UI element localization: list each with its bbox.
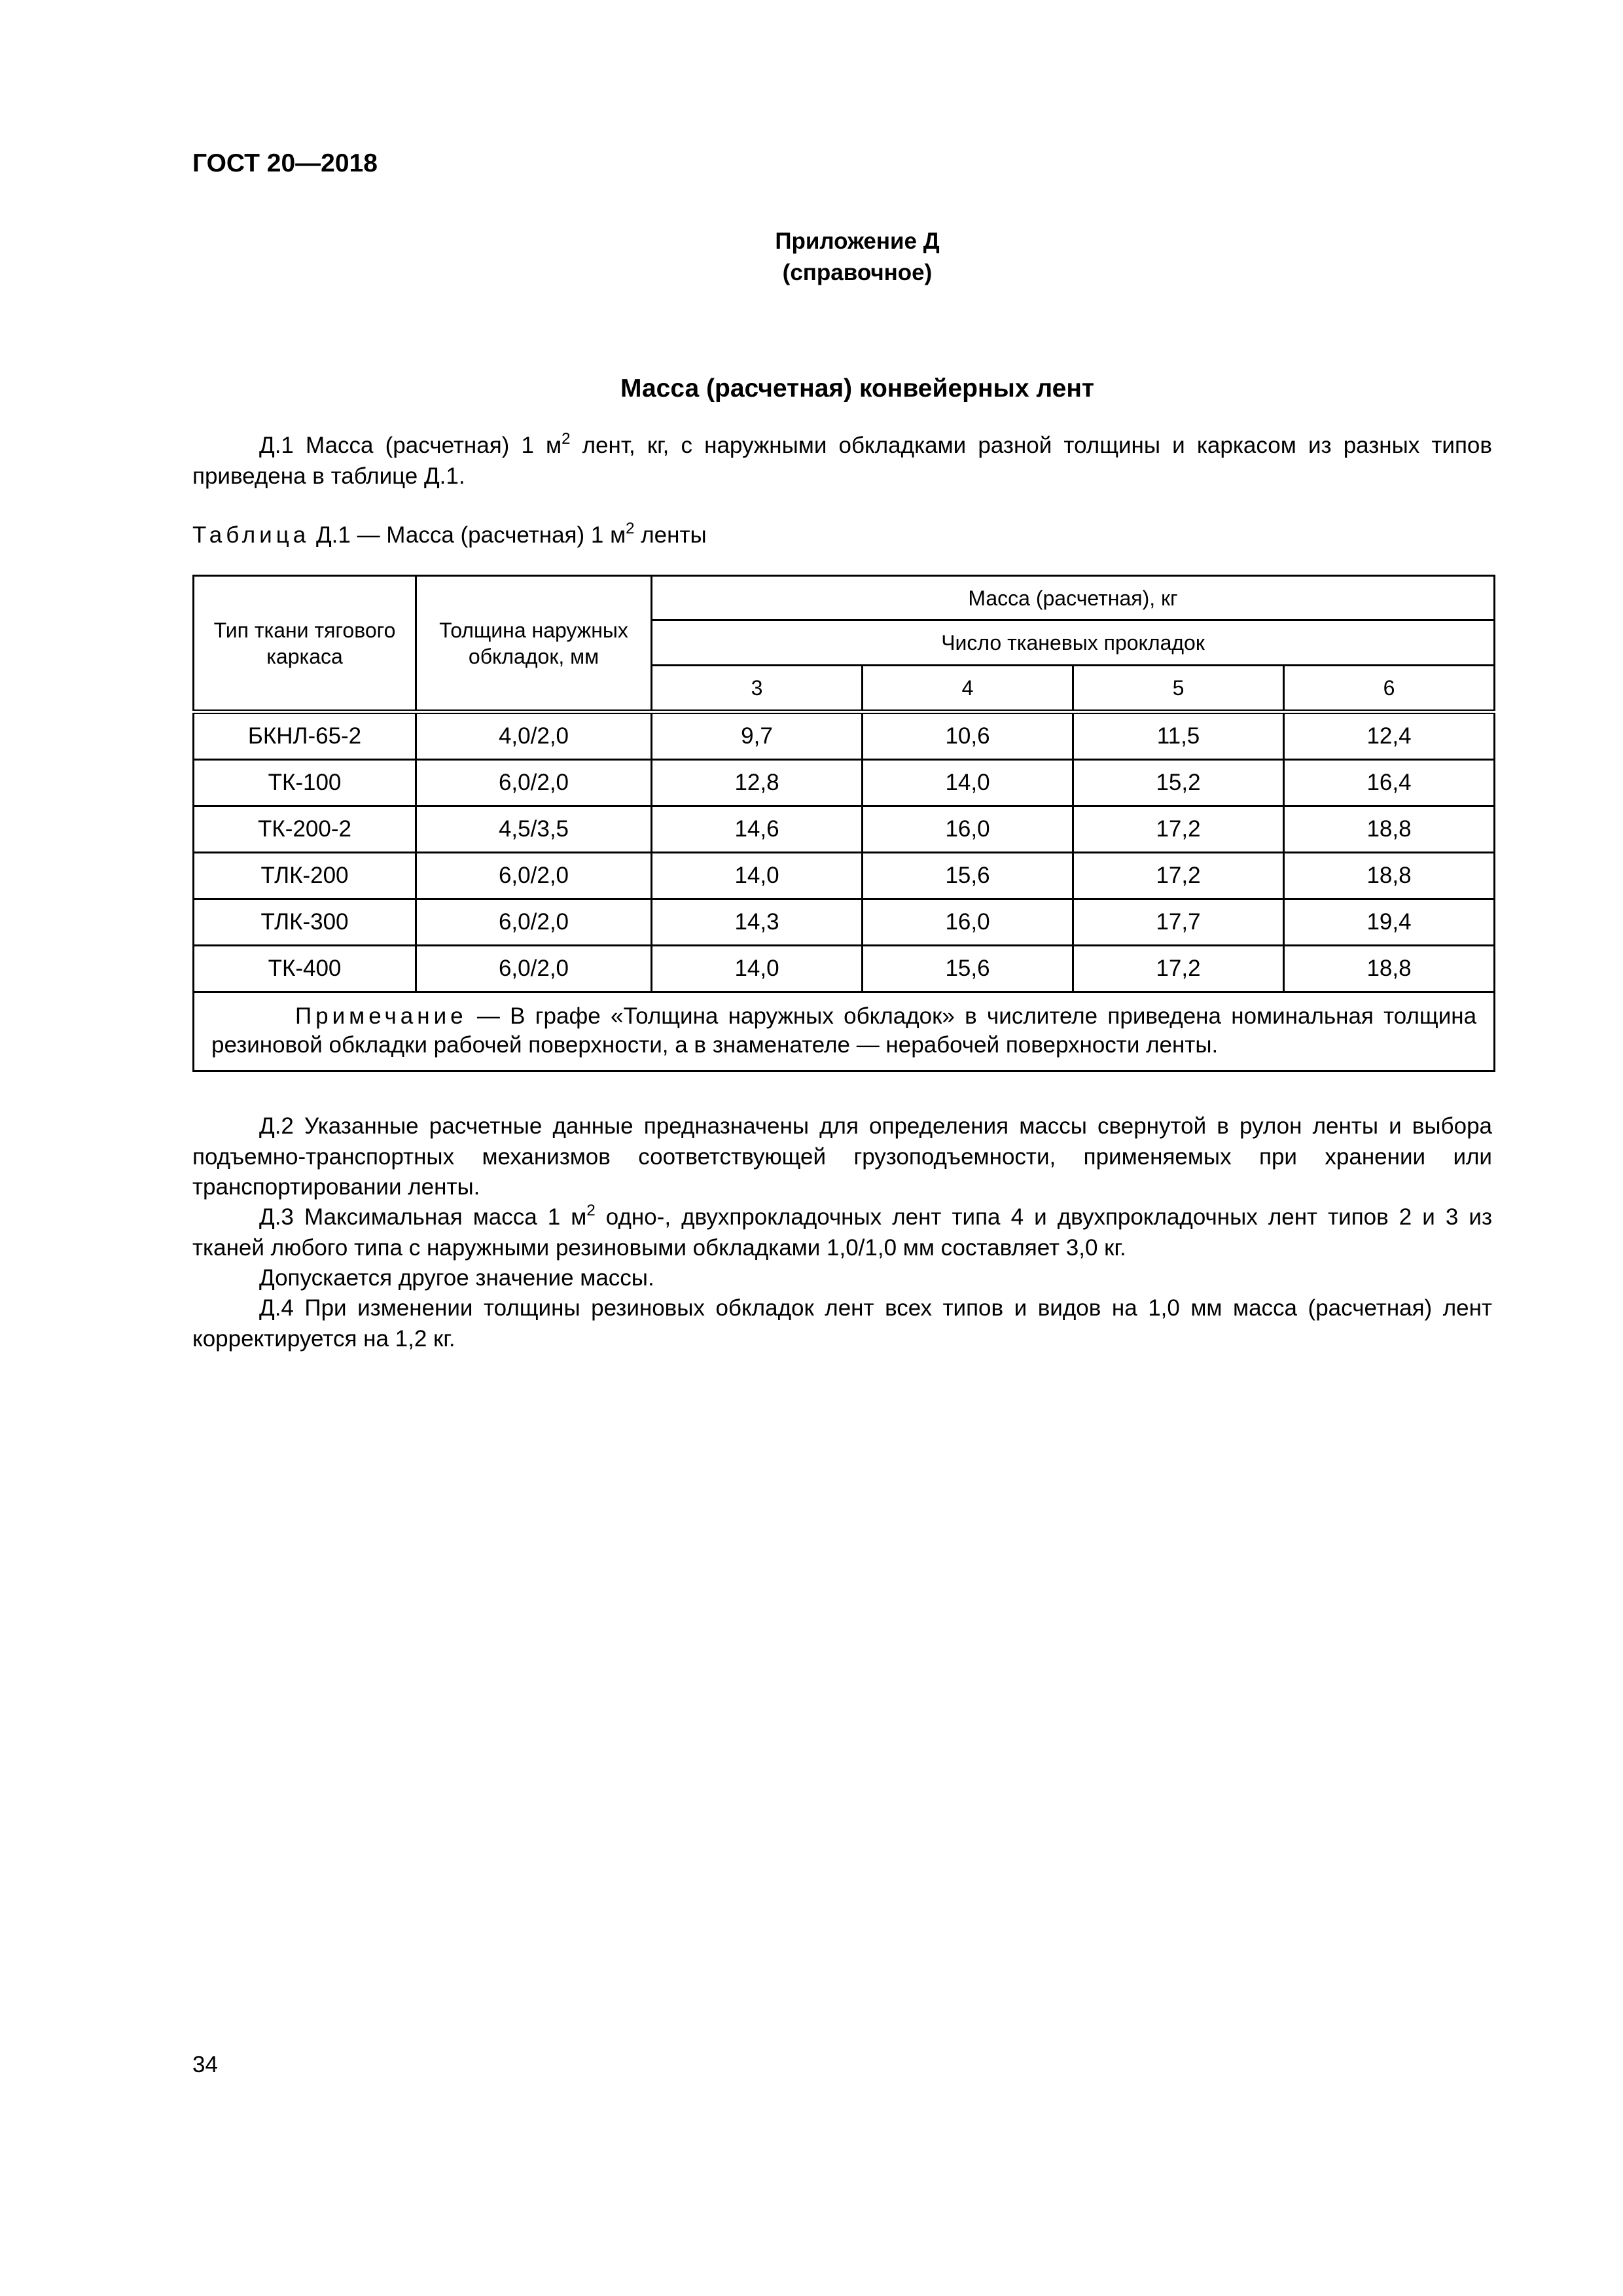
cell-value: 14,0: [652, 946, 863, 992]
document-header: ГОСТ 20—2018: [192, 149, 378, 177]
cell-value: 11,5: [1073, 712, 1284, 760]
cell-value: 16,0: [863, 806, 1073, 853]
cell-value: 14,6: [652, 806, 863, 853]
cell-value: 17,2: [1073, 946, 1284, 992]
cell-value: 12,4: [1284, 712, 1495, 760]
cell-value: 18,8: [1284, 946, 1495, 992]
cell-value: 17,7: [1073, 899, 1284, 946]
cell-type: ТК-400: [194, 946, 416, 992]
header-mass: Масса (расчетная), кг: [652, 576, 1495, 620]
header-layers-6: 6: [1284, 666, 1495, 712]
table-caption-text: Д.1 — Масса (расчетная) 1 м: [310, 522, 626, 548]
appendix-title: Приложение Д: [775, 228, 940, 254]
page-number: 34: [192, 2052, 218, 2077]
cell-thickness: 6,0/2,0: [416, 946, 652, 992]
appendix-heading: [0, 226, 1623, 289]
d3-superscript: 2: [586, 1202, 596, 1219]
table-row: [194, 760, 1495, 806]
cell-thickness: 6,0/2,0: [416, 853, 652, 899]
table-row: [194, 899, 1495, 946]
cell-type: ТЛК-300: [194, 899, 416, 946]
d1-superscript: 2: [562, 430, 571, 448]
cell-value: 14,0: [652, 853, 863, 899]
table-row: [194, 853, 1495, 899]
cell-value: 10,6: [863, 712, 1073, 760]
table-caption: [192, 522, 707, 548]
mass-table: [192, 575, 1495, 1072]
cell-value: 16,0: [863, 899, 1073, 946]
cell-value: 14,3: [652, 899, 863, 946]
cell-type: ТК-200-2: [194, 806, 416, 853]
cell-type: ТК-100: [194, 760, 416, 806]
paragraph-d2: Д.2 Указанные расчетные данные предназначены для определения массы свернутой в рулон ленты и выбора подъемно-транспортных механизмов соответствующей грузоподъемности, применяемых при хранении или транспортировании ленты.: [192, 1113, 1492, 1200]
cell-value: 18,8: [1284, 853, 1495, 899]
header-fabric-type: Тип ткани тягового каркаса: [194, 576, 416, 712]
cell-thickness: 6,0/2,0: [416, 899, 652, 946]
cell-thickness: 4,5/3,5: [416, 806, 652, 853]
cell-value: 16,4: [1284, 760, 1495, 806]
table-note: [194, 992, 1495, 1071]
cell-value: 15,6: [863, 946, 1073, 992]
table-caption-label: Таблица: [192, 522, 310, 548]
cell-value: 19,4: [1284, 899, 1495, 946]
table-note-label: Примечание: [295, 1003, 467, 1029]
cell-thickness: 6,0/2,0: [416, 760, 652, 806]
table-header-row: [194, 576, 1495, 620]
d3-text: Д.3 Максимальная масса 1 м: [259, 1204, 587, 1230]
cell-type: БКНЛ-65-2: [194, 712, 416, 760]
cell-value: 17,2: [1073, 853, 1284, 899]
cell-value: 12,8: [652, 760, 863, 806]
paragraph-d1: [192, 431, 1492, 492]
paragraph-d3: [192, 1202, 1492, 1263]
cell-value: 9,7: [652, 712, 863, 760]
header-layer-count: Число тканевых прокладок: [652, 620, 1495, 666]
table-caption-text-end: ленты: [634, 522, 707, 548]
cell-value: 17,2: [1073, 806, 1284, 853]
section-title: Масса (расчетная) конвейерных лент: [620, 374, 1094, 403]
table-note-row: [194, 992, 1495, 1071]
header-layers-5: 5: [1073, 666, 1284, 712]
table-caption-superscript: 2: [626, 520, 635, 537]
cell-value: 18,8: [1284, 806, 1495, 853]
d1-text: Д.1 Масса (расчетная) 1 м: [259, 433, 562, 458]
d1-text-end: лент, кг, с наружными обкладками разной толщины и каркасом из разных типов приведена в таблице Д.1.: [192, 433, 1492, 489]
cell-value: 15,6: [863, 853, 1073, 899]
table-row: [194, 806, 1495, 853]
paragraph-d3-note: Допускается другое значение массы.: [259, 1265, 654, 1291]
table-row: [194, 946, 1495, 992]
header-layers-3: 3: [652, 666, 863, 712]
table-note-text: — В графе «Толщина наружных обкладок» в числителе приведена номинальная толщина резиновой обкладки рабочей поверхности, а в знаменателе — нерабочей поверхности ленты.: [211, 1003, 1477, 1058]
cell-thickness: 4,0/2,0: [416, 712, 652, 760]
cell-value: 15,2: [1073, 760, 1284, 806]
header-cover-thickness: Толщина наружных обкладок, мм: [416, 576, 652, 712]
header-layers-4: 4: [863, 666, 1073, 712]
appendix-type: (справочное): [782, 260, 933, 285]
d3-text-end: одно-, двухпрокладочных лент типа 4 и двухпрокладочных лент типов 2 и 3 из тканей любого типа с наружными резиновыми обкладками 1,0/1,0 мм составляет 3,0 кг.: [192, 1204, 1493, 1261]
cell-value: 14,0: [863, 760, 1073, 806]
paragraph-d4: Д.4 При изменении толщины резиновых обкладок лент всех типов и видов на 1,0 мм масса (расчетная) лент корректируется на 1,2 кг.: [192, 1295, 1492, 1352]
cell-type: ТЛК-200: [194, 853, 416, 899]
table-row: [194, 712, 1495, 760]
